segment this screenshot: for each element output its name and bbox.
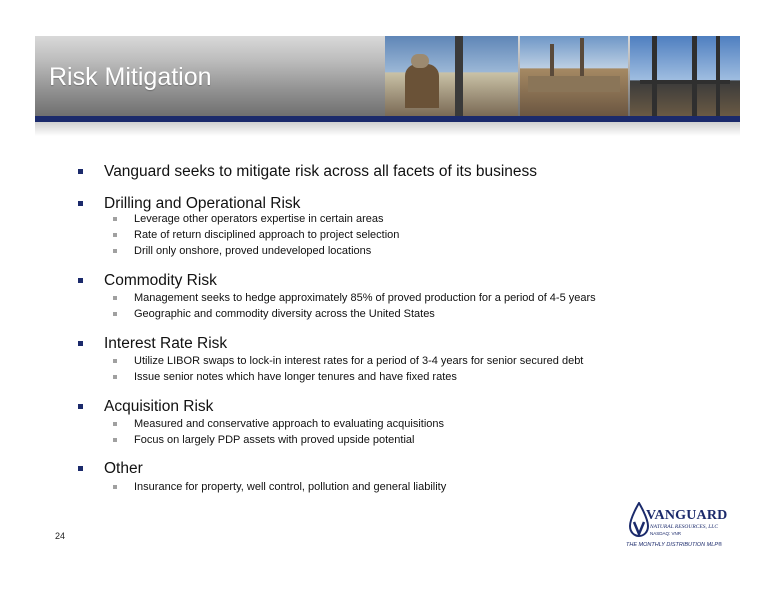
logo-ticker: NASDAQ: VNR [650, 531, 682, 536]
bullet-square-icon [78, 201, 83, 206]
bullet-square-icon [78, 169, 83, 174]
bullet-text: Acquisition Risk [104, 398, 214, 415]
logo-wordmark: VANGUARD [646, 508, 728, 523]
sub-bullet-square-icon [113, 438, 117, 442]
sub-bullet-text: Management seeks to hedge approximately 85% of proved production for a period of 4-5 years [134, 292, 596, 304]
sub-bullet-square-icon [113, 375, 117, 379]
sub-bullet-text: Leverage other operators expertise in certain areas [134, 213, 384, 225]
logo-company: NATURAL RESOURCES, LLC [650, 524, 718, 530]
sub-bullet-text: Measured and conservative approach to evaluating acquisitions [134, 418, 445, 430]
sub-bullet-square-icon [113, 312, 117, 316]
page-title: Risk Mitigation [49, 63, 212, 91]
bullet-text: Other [104, 460, 143, 477]
bullet-square-icon [78, 341, 83, 346]
sub-bullet-text: Utilize LIBOR swaps to lock-in interest rates for a period of 3-4 years for senior secured debt [134, 355, 584, 367]
bullet-square-icon [78, 278, 83, 283]
bullet-text: Interest Rate Risk [104, 335, 228, 352]
page-number: 24 [55, 531, 66, 541]
sub-bullet-text: Issue senior notes which have longer tenures and have fixed rates [134, 371, 457, 383]
sub-bullet-text: Drill only onshore, proved undeveloped locations [134, 245, 372, 257]
sub-bullet-square-icon [113, 485, 117, 489]
sub-bullet-square-icon [113, 249, 117, 253]
sub-bullet-square-icon [113, 422, 117, 426]
bullet-square-icon [78, 404, 83, 409]
sub-bullet-text: Focus on largely PDP assets with proved upside potential [134, 434, 415, 446]
sub-bullet-square-icon [113, 233, 117, 237]
bullet-text: Drilling and Operational Risk [104, 195, 301, 212]
logo-tagline: THE MONTHLY DISTRIBUTION MLP® [626, 542, 723, 548]
sub-bullet-text: Geographic and commodity diversity across the United States [134, 308, 435, 320]
sub-bullet-square-icon [113, 217, 117, 221]
bullet-text: Commodity Risk [104, 272, 217, 289]
bullet-text: Vanguard seeks to mitigate risk across all facets of its business [104, 163, 538, 180]
sub-bullet-square-icon [113, 359, 117, 363]
bullet-square-icon [78, 466, 83, 471]
sub-bullet-text: Insurance for property, well control, pollution and general liability [134, 481, 447, 493]
sub-bullet-text: Rate of return disciplined approach to project selection [134, 229, 400, 241]
sub-bullet-square-icon [113, 296, 117, 300]
vanguard-logo [622, 500, 732, 552]
